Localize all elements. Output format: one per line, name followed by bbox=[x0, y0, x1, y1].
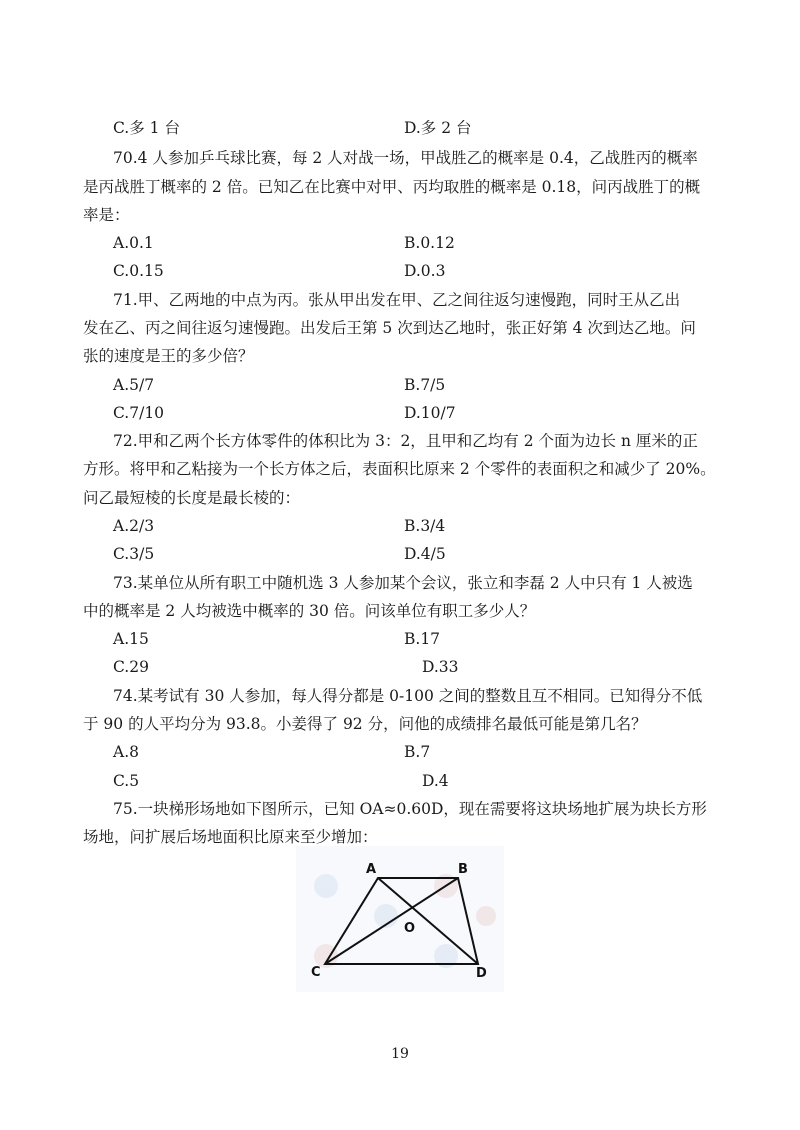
q75-line-1: 75.一块梯形场地如下图所示，已知 OA≈0.60D，现在需要将这块场地扩展为块长方形 bbox=[113, 800, 707, 818]
trapezoid-figure bbox=[296, 846, 504, 992]
label-o: O bbox=[404, 921, 416, 936]
q70-line-1: 70.4 人参加乒乓球比赛，每 2 人对战一场，甲战胜乙的概率是 0.4，乙战胜丙的概率 bbox=[113, 149, 698, 167]
q73-option-a: A.15 bbox=[113, 630, 149, 648]
q70-option-c: C.0.15 bbox=[113, 262, 164, 280]
q72-line-3: 问乙最短棱的长度是最长棱的： bbox=[83, 489, 301, 507]
q72-option-a: A.2/3 bbox=[113, 517, 155, 535]
q74-line-1: 74.某考试有 30 人参加，每人得分都是 0-100 之间的整数且互不相同。已知得分不低 bbox=[113, 687, 703, 705]
q73-line-1: 73.某单位从所有职工中随机选 3 人参加某个会议，张立和李磊 2 人中只有 1 人被选 bbox=[113, 574, 693, 592]
q72-line-1: 72.甲和乙两个长方体零件的体积比为 3：2，且甲和乙均有 2 个面为边长 n 厘米的正 bbox=[113, 432, 698, 450]
q72-option-b: B.3/4 bbox=[404, 517, 446, 535]
page-number: 19 bbox=[391, 1046, 409, 1062]
label-d: D bbox=[476, 966, 487, 981]
q69-option-d: D.多 2 台 bbox=[404, 119, 472, 137]
q71-option-b: B.7/5 bbox=[404, 376, 446, 394]
q74-option-c: C.5 bbox=[113, 772, 140, 790]
q72-option-c: C.3/5 bbox=[113, 545, 155, 563]
q70-option-d: D.0.3 bbox=[404, 262, 446, 280]
figure-background bbox=[296, 846, 504, 992]
q73-line-2: 中的概率是 2 人均被选中概率的 30 倍。问该单位有职工多少人？ bbox=[83, 602, 536, 620]
q71-option-a: A.5/7 bbox=[113, 376, 155, 394]
q70-option-b: B.0.12 bbox=[404, 234, 455, 252]
q73-option-b: B.17 bbox=[404, 630, 441, 648]
q69-option-c: C.多 1 台 bbox=[113, 119, 180, 137]
q74-option-d: D.4 bbox=[422, 772, 449, 790]
q73-option-c: C.29 bbox=[113, 658, 149, 676]
q74-line-2: 于 90 的人平均分为 93.8。小姜得了 92 分，问他的成绩排名最低可能是第几名？ bbox=[83, 715, 647, 733]
q72-line-2: 方形。将甲和乙粘接为一个长方体之后，表面积比原来 2 个零件的表面积之和减少了 20%。 bbox=[83, 460, 716, 478]
label-b: B bbox=[458, 862, 468, 877]
q73-option-d: D.33 bbox=[422, 658, 459, 676]
q71-line-2: 发在乙、丙之间往返匀速慢跑。出发后王第 5 次到达乙地时，张正好第 4 次到达乙地。问 bbox=[83, 319, 696, 337]
q72-option-d: D.4/5 bbox=[404, 545, 446, 563]
label-a: A bbox=[366, 862, 377, 877]
q71-line-3: 张的速度是王的多少倍？ bbox=[83, 347, 254, 365]
q70-line-3: 率是： bbox=[83, 206, 130, 224]
q71-option-d: D.10/7 bbox=[404, 404, 456, 422]
q74-option-a: A.8 bbox=[113, 743, 139, 761]
q71-line-1: 71.甲、乙两地的中点为丙。张从甲出发在甲、乙之间往返匀速慢跑，同时王从乙出 bbox=[113, 291, 681, 309]
label-c: C bbox=[311, 965, 321, 980]
q74-option-b: B.7 bbox=[404, 743, 431, 761]
q75-line-2: 场地，问扩展后场地面积比原来至少增加： bbox=[83, 828, 378, 846]
q70-line-2: 是丙战胜丁概率的 2 倍。已知乙在比赛中对甲、丙均取胜的概率是 0.18，问丙战胜丁的概 bbox=[83, 178, 701, 196]
q70-option-a: A.0.1 bbox=[113, 234, 154, 252]
q71-option-c: C.7/10 bbox=[113, 404, 165, 422]
